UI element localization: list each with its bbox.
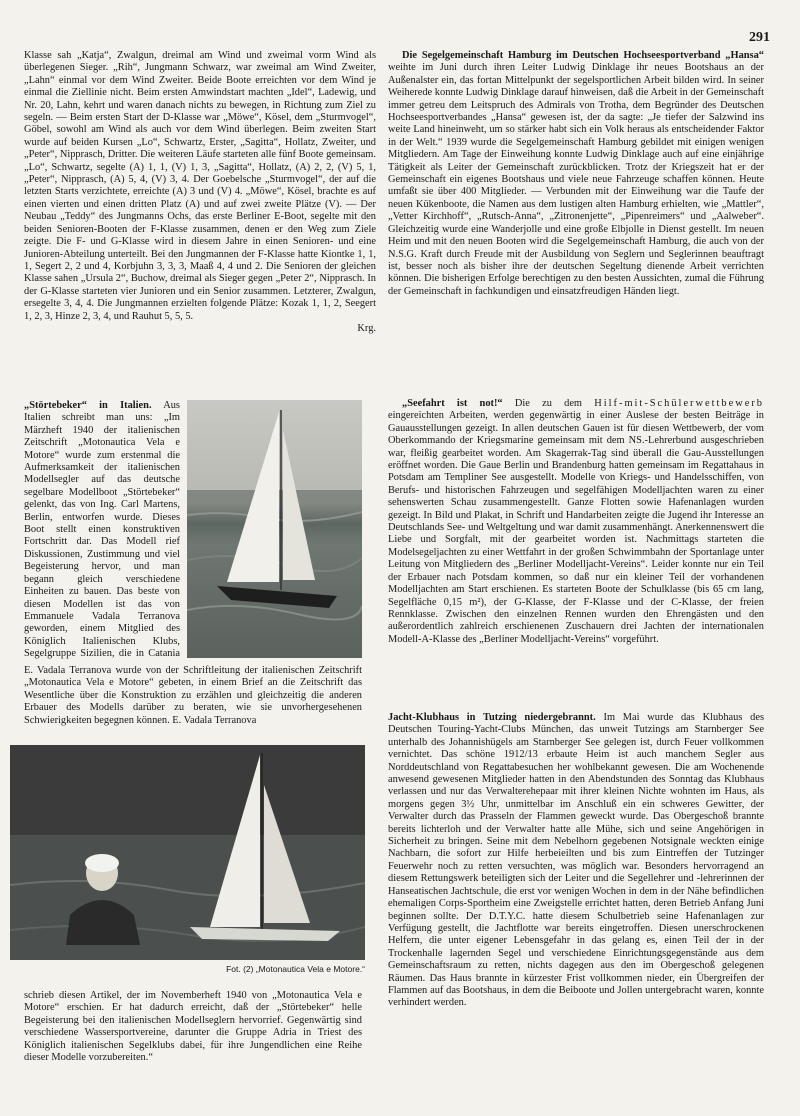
seefahrt-text: eingereichten Arbeiten, werden gegenwärtig in einer Auslese der besten Beiträge in Gauausstellungen gezeigt. In allen deutschen Gauen ist für diesen Wettbewerb, der vom Oberkommando der Kriegsmarine gemeinsam mit dem NS.-Lehrerbund ausgeschrieben war, fleißig gearbeitet worden. Am Skagerrak-Tag sind überall die Gau-Ausstellungen eröffnet worden. Die Gaue Berlin und Brandenburg hatten gemeinsam im Regattahaus in Potsdam am Templiner See ausgestellt. Modelle von Kriegs- und Handelsschiffen, von Berufs- und historischen Fahrzeugen und segelfähigen Modelljachten waren zu einer sehenswerten Schau zusammengestellt. Ganze Flotten sowie Hafenanlagen wurden gezeigt. In Bild und Plakat, in Schrift und Handarbeiten zeigte die Jugend ihr Interesse an Deutschlands See- und Weltgeltung und war damit zusammenhängt. Anerkennenswert die Liebe und Sorgfalt, mit der gearbeitet worden ist. Nachmittags starteten die Modelsegeljachten zu einer Wettfahrt in der großen Schwimmbahn der Sportanlage unter Leitung von Mitgliedern des „Berliner Modelljacht-Vereins“. Leider konnte nur ein Teil der Erbauer nach Potsdam kommen, so daß nur ein kleiner Teil der vorhandenen Modelljachten am Start erschienen. Es starteten Boote der Schulklasse (bis 65 cm lang, Segelfläche 0,15 m²), der G-Klasse, der F-Klasse und der C-Klasse, der freien Rennklasse. Zwischen den einzelnen Rennen wurden den Ehrengästen und den außerordentlich zahlreich erschienenen Zuschauern drei Jachten der internationalen Modell-A-Klasse des „Berliner Modelljacht-Vereins“ vorgeführt.: [388, 410, 764, 645]
tutzing-text: Im Mai wurde das Klubhaus des Deutschen Touring-Yacht-Clubs München, das unweit Tutzings am Starnberger See unterhalb des Johannishügels am Starnberger See gelegen ist, durch Feuer vollkommen vernichtet. Das schöne 1912/13 erbaute Heim ist auch manchem Segler aus Norddeutschland von Regattabesuchen her wohlbekannt gewesen. Die am Wochenende anwesend gewesenen Mitglieder hatten in den Abendstunden des Sonntag das Klubhaus verlassen und nur das Verwalterehepaar mit ihrer kleinen Nichte wohnten im Haus, als morgens gegen 3½ Uhr, unmittelbar im Anschluß ein ein schweres Gewitter, der Verwalter durch das Prasseln der Flammen geweckt wurde. Das Obergeschoß brannte bereits lichterloh und der Verwalter hatte alle Mühe, sich und seine Angehörigen in Sicherheit zu bringen. Seine mit dem Nebelhorn gegebenen Notsignale weckten einige Nachbarn, die sofort zur Hilfe herbeieilten und bis zum Eintreffen der Tutzinger Feuerwehr noch zu retten versuchten, was möglich war. Besonders hervorragend an diesem Rettungswerk beteiligten sich der Leiter und die Segellehrer und -lehrerinnen der Hanseatischen Jachtschule, die erst vor wenigen Wochen in dem in der Nähe befindlichen ehemaligen Corps-Sportheim eine Zweigstelle errichtet hatten, deren Betrieb Anfang Juni beginnen sollte. Der D.T.Y.C. hatte diesem Schulbetrieb seine Hafenanlagen zur Verfügung gestellt, die Jachtflotte war bereits eingetroffen. Diesen unerschrockenen Helfern, die unter eigener Lebensgefahr in das gelang es, einen Teil der in der Trockenhalle lagernden Segel und verschiedene Einrichtungsgegenstände aus dem Gemeinschaftsraum zu retten, nichts dagegen aus den im Obergeschoß gelegenen Räumen. Das Haus brannte in kürzester Frist vollkommen nieder, ein Übergreifen der Flammen auf das Bootshaus, in dem die Beiboote und Jollen untergebracht waren, konnte verhindert werden.: [388, 712, 764, 1009]
hansa-article: [388, 50, 764, 390]
seefahrt-heading: „Seefahrt ist not!“: [402, 398, 503, 409]
photo-caption: Fot. (2) „Motonautica Vela e Motore.“: [226, 964, 365, 974]
seefahrt-article: [388, 398, 764, 698]
sailboat-image-icon: [187, 400, 362, 658]
stortebeker-end: [24, 990, 362, 1100]
seefahrt-intro: Die zu dem: [514, 398, 583, 409]
sailboat-photo-1: [187, 400, 362, 658]
stortebeker-article: [24, 400, 180, 660]
hansa-heading: Die Segelgemeinschaft Hamburg im Deutschen Hochseesportverband „Hansa“: [402, 50, 764, 61]
seefahrt-spaced: Hilf-mit-Schülerwettbewerb: [594, 398, 764, 409]
stortebeker-continuation: [24, 665, 362, 741]
stortebeker-text-wide: E. Vadala Terranova wurde von der Schriftleitung der italienischen Zeitschrift „Motonautica Vela e Motore“ gebeten, in einem Brief an die Zeitschrift das Wesentliche über die Konstruktion zu erzählen und gleichzeitig die anderen Erbauer des Modells darüber zu beraten, wie sie unvorhergesehenen Schwierigkeiten begegnen können. E. Vadala Terranova: [24, 665, 362, 726]
stortebeker-heading: „Störtebeker“ in Italien.: [24, 400, 152, 411]
stortebeker-text: Aus Italien schreibt man uns: „Im Märzheft 1940 der italienischen Zeitschrift „Motonautica Vela e Motore“ wurde zum erstenmal die Aufmerksamkeit der italienischen Modellsegler auf das deutsche segelbare Modellboot „Störtebeker“ gelenkt, das von Ing. Carl Martens, Berlin, entworfen wurde. Dieses Boot stellt einen konstruktiven Fortschritt dar. Das Modell rief Diskussionen, Zustimmung und viel Begeisterung hervor, und man begann gleich verschiedene Einheiten zu bauen. Das beste von diesen Modellen ist das von Emmanuele Vadala Terranova geworden, einem Mitglied des Königlich Italienischen Klubs, Segelgruppe Sizilien, die in Catania: [24, 400, 180, 660]
sailboat-swimmer-photo-2: [10, 745, 365, 960]
page-number: 291: [749, 30, 770, 45]
tutzing-heading: Jacht-Klubhaus in Tutzing niedergebrannt.: [388, 712, 596, 723]
regatta-signature: Krg.: [357, 322, 376, 334]
sailboat-swimmer-image-icon: [10, 745, 365, 960]
stortebeker-end-text: schrieb diesen Artikel, der im Novemberheft 1940 von „Motonautica Vela e Motore“ erschien. Er hat dadurch erreicht, daß der „Störtebeker“ helle Begeisterung bei den italienischen Modellseglern hervorrief. Gegenwärtig sind verschiedene Wassersportvereine, darunter die Gruppe Adria in Triest des Königlich italienischen Segelklubs dabei, für ihre Jungendlichen eine Reihe dieser Modelle vorzubereiten.“: [24, 990, 362, 1064]
regatta-article: [24, 50, 376, 390]
tutzing-article: [388, 712, 764, 1102]
hansa-text: weihte im Juni durch ihren Leiter Ludwig Dinklage ihr neues Bootshaus an der Außenalster ein, das fortan Mittelpunkt der segelsportlichen Arbeit bilden wird. In seiner Weiherede konnte Ludwig Dinklage darauf hinweisen, daß die Arbeit in der Gemeinschaft immer getreu dem Leitspruch des Admirals von Trotha, dem Begründer des Deutschen Hochseesportverbandes „Hansa“ gewesen ist, der da sagte: „Je tiefer der Salzwind ins weite Land hineinweht, um so stärker habt sich ein Volk heraus als entscheidender Faktor in der Welt.“ 1939 wurde die Segelgemeinschaft Hamburg gebildet mit einigen wenigen Mitgliedern. Am Tage der Einweihung konnte Ludwig Dinklage auch auf eine einjährige Tätigkeit als Leiter der Gemeinschaft zurückblicken. Trotz der Kriegszeit hat er der Gemeinschaft ein eigenes Bootshaus und viele neue Fahrzeuge schaffen können. Heute umfaßt sie über 400 Mitglieder. — Verbunden mit der Einweihung war die Taufe der neuen Kükenboote, die Namen aus dem lustigen alten Hamburg erhielten, wie „Mattler“, „Vetter Kirchhoff“, „Rutsch-Anna“, „Zitronenjette“, „Pipenreimers“ und „Aalweber“. Gleichzeitig wurde eine Wanderjolle und eine große Elbjolle in Dienst gestellt. Im neuen Heim und mit den neuen Booten wird die Segelgemeinschaft Hamburg, die auch von der N.S.G. Kraft durch Freude mit der Ausbildung von Seglern und Seglerinnen beauftragt ist, besser noch als bisher ihre der deutschen Segeltung dienende Arbeit verrichten können. Die bisherigen Erfolge berechtigen zu den besten Aussichten, zumal die Führung der Gemeinschaft in fachkundigen und einsatzfreudigen Händen liegt.: [388, 62, 764, 297]
regatta-text: Klasse sah „Katja“, Zwalgun, dreimal am Wind und zweimal vorm Wind als überlegenen Sieger. „Rih“, Jungmann Schwarz, war zweimal am Wind Zweiter, „Lahn“ einmal vor dem Wind Zweiter. Beide Boote erreichten vor dem Wind je einmal die Ziellinie nicht. Beim ersten Amwindstart machten „Idel“, Ladewig, und Nr. 20, Lahn, kehrt und waren danach nichts zu bewegen, in Richtung zum Ziel zu segeln. — Beim ersten Start der D-Klasse war „Möwe“, Kösel, dem „Sturmvogel“, Göbel, sowohl am Wind als auch vor dem Wind überlegen. Beim zweiten Start wurde auf beiden Kursen „Lo“, Schwartz, Erster, „Sagitta“, Hollatz, Zweiter, und „Peter“, Nipprasch, Dritter. Die weiteren Läufe starteten alle fünf Boote gemeinsam. „Lo“, Schwartz, segelte (A) 1, 1, (V) 1, 3, „Sagitta“, Hollatz, (A) 2, 2, (V) 5, 1, „Peter“, Nipprasch, (A) 5, 4, (V) 3, 4. Der Goebelsche „Sturmvogel“, der auf die letzten Starts verzichtete, erreichte (A) 3 und (V) 4. „Möwe“, Kösel, brachte es auf einen vierten und einen dritten Platz (A) und auf zwei zweite Plätze (V). — Der Neubau „Teddy“ des Jungmanns Ochs, das erste Berliner E-Boot, segelte mit den beiden Senioren-Booten der F-Klasse zusammen, denen er den Weg zum Ziele zeigte. Die F- und G-Klasse wird in diesem Jahre in einen Senioren- und eine Junioren-Abteilung unterteilt. Bei den Jungmannen der F-Klasse hatte Kiontke 1, 1, 1, Segert 2, 2 und 4, Korbjuhn 3, 3, 3, Maaß 4, 4 und 2. Die Senioren der gleichen Klasse sahen „Ursula 2“, Buchow, dreimal als Sieger gegen „Peter 2“, Nipprasch. In der G-Klasse starteten vier Junioren und ein Senior zusammen. Letzterer, Zwalgun, ersegelte 3, 4, 4. Die Jungmannen erzielten folgende Plätze: Kozak 1, 1, 2, Seegert 1, 2, 3, Hinze 2, 3, 4, und Rauhut 5, 5, 5.: [24, 50, 376, 322]
